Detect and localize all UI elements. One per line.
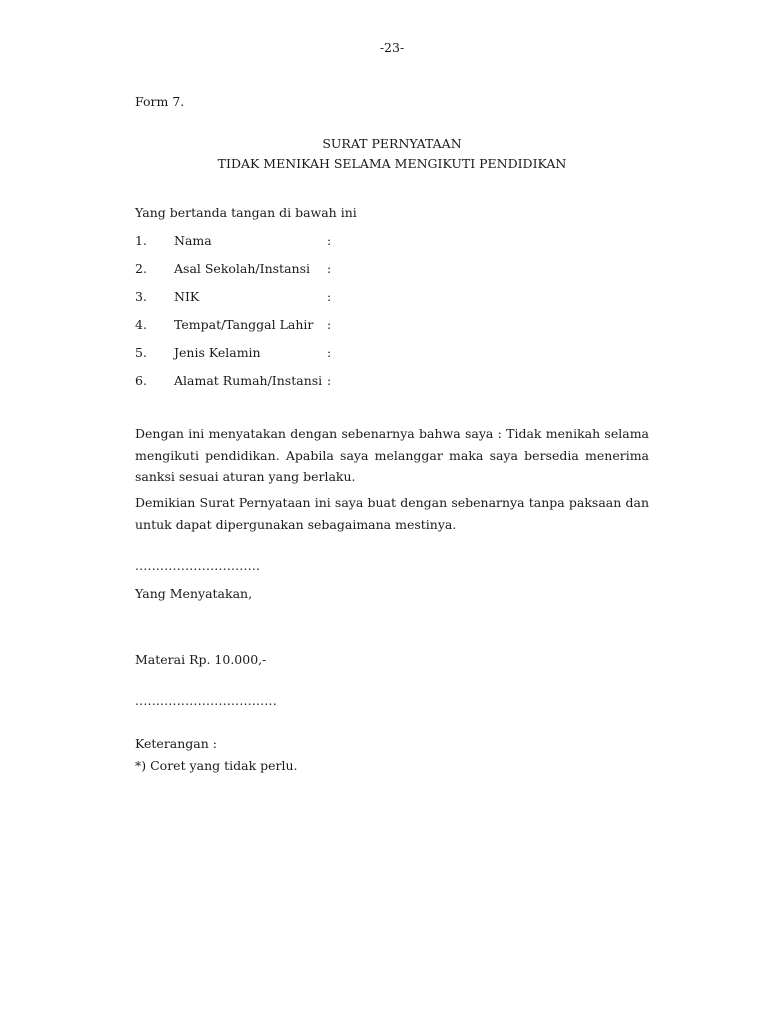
signature-blank: ..................................: [135, 693, 277, 708]
field-number: 2.: [135, 261, 147, 276]
field-label: NIK: [174, 289, 200, 304]
field-colon: :: [327, 261, 332, 276]
field-number: 4.: [135, 317, 147, 332]
field-label: Jenis Kelamin: [174, 345, 261, 360]
field-number: 6.: [135, 373, 147, 388]
document-title: SURAT PERNYATAAN: [322, 136, 462, 151]
field-number: 1.: [135, 233, 147, 248]
page-number: -23-: [379, 40, 405, 55]
field-colon: :: [327, 373, 332, 388]
stamp-label: Materai Rp. 10.000,-: [135, 652, 267, 667]
declarer-label: Yang Menyatakan,: [135, 586, 253, 601]
field-colon: :: [327, 289, 332, 304]
field-colon: :: [327, 317, 332, 332]
field-label: Alamat Rumah/Instansi: [174, 373, 323, 388]
intro-text: Yang bertanda tangan di bawah ini: [135, 205, 357, 220]
field-label: Asal Sekolah/Instansi: [174, 261, 310, 276]
notes-title: Keterangan :: [135, 736, 217, 751]
place-date-blank: ..............................: [135, 558, 261, 573]
notes-item: *) Coret yang tidak perlu.: [135, 758, 298, 773]
field-label: Tempat/Tanggal Lahir: [174, 317, 314, 332]
field-colon: :: [327, 345, 332, 360]
document-subtitle: TIDAK MENIKAH SELAMA MENGIKUTI PENDIDIKAN: [217, 156, 567, 171]
form-label: Form 7.: [135, 94, 185, 109]
statement-paragraph: Dengan ini menyatakan dengan sebenarnya bahwa saya : Tidak menikah selama mengikuti pendidikan. Apabila saya melanggar maka saya bersedia menerima sanksi sesuai aturan yang berlaku.: [135, 426, 649, 484]
field-label: Nama: [174, 233, 212, 248]
field-number: 3.: [135, 289, 147, 304]
field-colon: :: [327, 233, 332, 248]
field-number: 5.: [135, 345, 147, 360]
closing-paragraph: Demikian Surat Pernyataan ini saya buat dengan sebenarnya tanpa paksaan dan untuk dapat dipergunakan sebagaimana mestinya.: [135, 495, 649, 532]
